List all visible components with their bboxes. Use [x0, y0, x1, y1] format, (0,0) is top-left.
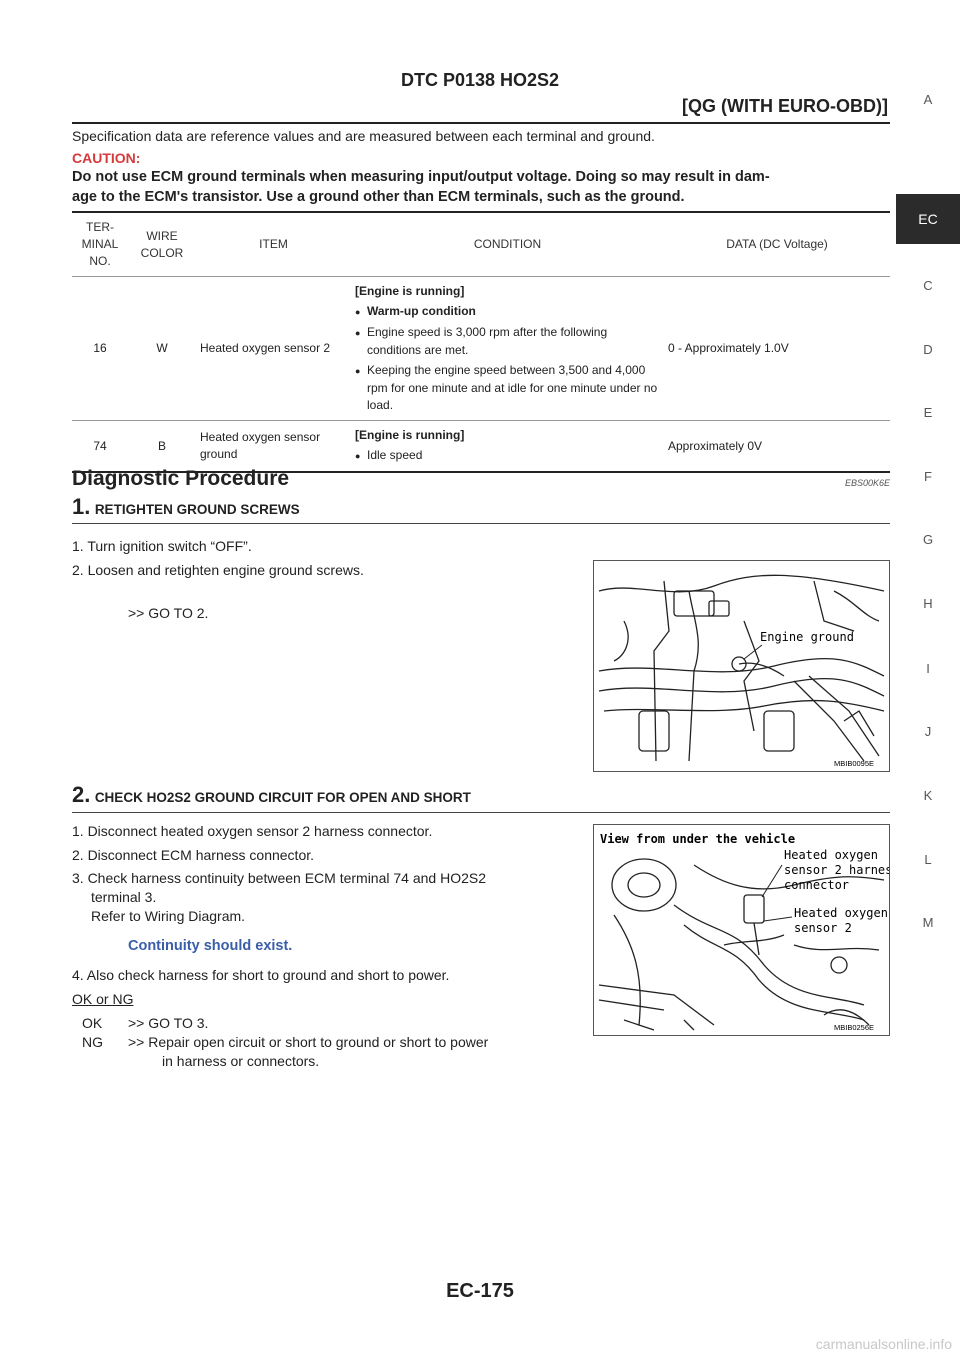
sidebar-letter[interactable]: J	[924, 724, 932, 739]
sidebar-letter[interactable]: E	[923, 405, 933, 420]
page-number: EC-175	[446, 1280, 514, 1302]
cell-data: Approximately 0V	[664, 421, 890, 473]
step2-item-cont: Refer to Wiring Diagram.	[91, 908, 246, 924]
continuity-spec: Continuity should exist.	[128, 938, 293, 954]
ng-text: >> Repair open circuit or short to ground or short to power	[128, 1034, 489, 1050]
ho2s2-location-figure	[593, 824, 890, 1036]
table-header-row	[72, 212, 890, 277]
condition-bullet: ● Engine speed is 3,000 rpm after the following conditions are met.	[355, 324, 660, 359]
ng-label: NG	[82, 1034, 103, 1050]
page-subtitle: [QG (WITH EURO-OBD)]	[682, 96, 888, 116]
ok-label: OK	[82, 1015, 103, 1031]
sidebar-letter[interactable]: F	[924, 469, 932, 484]
sensor-label-l2: sensor 2	[794, 921, 852, 935]
step2-heading	[72, 782, 471, 808]
footer-watermark[interactable]: carmanualsonline.info	[815, 1336, 952, 1352]
condition-bullet: ● Keeping the engine speed between 3,500 and 4,000 rpm for one minute and at idle for one minute under no load.	[355, 362, 660, 414]
col-wire-l1: WIRE	[146, 228, 178, 243]
step2-rule	[72, 812, 890, 813]
col-terminal-l1: TER-	[86, 220, 114, 234]
step2-title: CHECK HO2S2 GROUND CIRCUIT FOR OPEN AND SHORT	[94, 790, 471, 805]
under-vehicle-illustration	[594, 825, 889, 1035]
ok-text: >> GO TO 3.	[128, 1015, 209, 1031]
caution-text-line2: age to the ECM's transistor. Use a ground other than ECM terminals, such as the ground.	[72, 189, 685, 205]
cell-terminal: 16	[72, 277, 128, 421]
section-title: Diagnostic Procedure	[72, 467, 290, 490]
cell-item: Heated oxygen sensor 2	[196, 277, 351, 421]
cell-condition	[351, 277, 664, 421]
terminal-data-table	[72, 211, 890, 473]
sensor-label-l1: Heated oxygen	[794, 906, 888, 920]
col-condition: CONDITION	[351, 212, 664, 277]
col-terminal-l2: MINAL	[81, 237, 119, 251]
sidebar-letter[interactable]: L	[924, 852, 932, 867]
step1-rule	[72, 523, 890, 524]
figure-code: MBIB0256E	[834, 1023, 875, 1032]
connector-label-l3: connector	[784, 878, 850, 892]
sidebar-letter[interactable]: C	[923, 278, 933, 293]
engine-illustration	[594, 561, 889, 771]
col-wire	[128, 212, 196, 277]
step2-item: 4. Also check harness for short to ground and short to power.	[72, 967, 450, 983]
sidebar-letter[interactable]: G	[922, 532, 934, 547]
step1-title: RETIGHTEN GROUND SCREWS	[94, 502, 300, 517]
step2-item: 3. Check harness continuity between ECM terminal 74 and HO2S2	[72, 870, 486, 886]
ok-or-ng-label: OK or NG	[72, 991, 134, 1007]
step1-heading	[72, 494, 300, 520]
col-terminal	[72, 212, 128, 277]
sidebar-letter[interactable]: I	[926, 661, 930, 676]
cell-wire: B	[128, 421, 196, 473]
caution-label: CAUTION:	[72, 150, 141, 166]
table-row	[72, 277, 890, 421]
step1-item: 1. Turn ignition switch “OFF”.	[72, 538, 252, 554]
engine-ground-label: Engine ground	[760, 630, 854, 644]
cell-data: 0 - Approximately 1.0V	[664, 277, 890, 421]
page-title: DTC P0138 HO2S2	[400, 70, 560, 90]
cell-condition	[351, 421, 664, 473]
ng-text-cont: in harness or connectors.	[162, 1053, 320, 1069]
col-data: DATA (DC Voltage)	[664, 212, 890, 277]
condition-bullet: ● Idle speed	[355, 447, 660, 465]
cell-item: Heated oxygen sensor ground	[196, 421, 351, 473]
step2-item: 1. Disconnect heated oxygen sensor 2 harness connector.	[72, 823, 433, 839]
col-item: ITEM	[196, 212, 351, 277]
sidebar-letter[interactable]: M	[922, 915, 934, 930]
condition-title: [Engine is running]	[355, 428, 465, 442]
step2-item: 2. Disconnect ECM harness connector.	[72, 847, 315, 863]
caution-text-line1: Do not use ECM ground terminals when measuring input/output voltage. Doing so may result in dam-	[72, 169, 770, 185]
sidebar-letter[interactable]: H	[923, 596, 933, 611]
step1-item: 2. Loosen and retighten engine ground screws.	[72, 562, 364, 578]
table-row	[72, 421, 890, 473]
sidebar-letter[interactable]: D	[923, 342, 933, 357]
intro-text: Specification data are reference values and are measured between each terminal and ground.	[72, 128, 655, 144]
step1-number: 1.	[72, 494, 91, 519]
connector-label-l1: Heated oxygen	[784, 848, 878, 862]
col-terminal-l3: NO.	[89, 254, 111, 268]
engine-ground-figure	[593, 560, 890, 772]
cell-wire: W	[128, 277, 196, 421]
step1-goto: >> GO TO 2.	[128, 605, 209, 621]
header-rule	[72, 122, 890, 124]
step2-number: 2.	[72, 782, 91, 807]
cell-terminal: 74	[72, 421, 128, 473]
sidebar-tab-active[interactable]: EC	[896, 194, 960, 244]
figure-code: MBIB0095E	[834, 759, 875, 768]
condition-title: [Engine is running]	[355, 284, 465, 298]
sidebar-letter[interactable]: A	[923, 92, 933, 107]
sidebar-letter[interactable]: K	[923, 788, 933, 803]
step2-item-cont: terminal 3.	[91, 889, 157, 905]
section-code: EBS00K6E	[844, 478, 890, 488]
condition-bullet: ● Warm-up condition	[355, 303, 660, 321]
figure-title: View from under the vehicle	[600, 832, 796, 846]
connector-label-l2: sensor 2 harness	[784, 863, 889, 877]
col-wire-l2: COLOR	[140, 245, 184, 260]
